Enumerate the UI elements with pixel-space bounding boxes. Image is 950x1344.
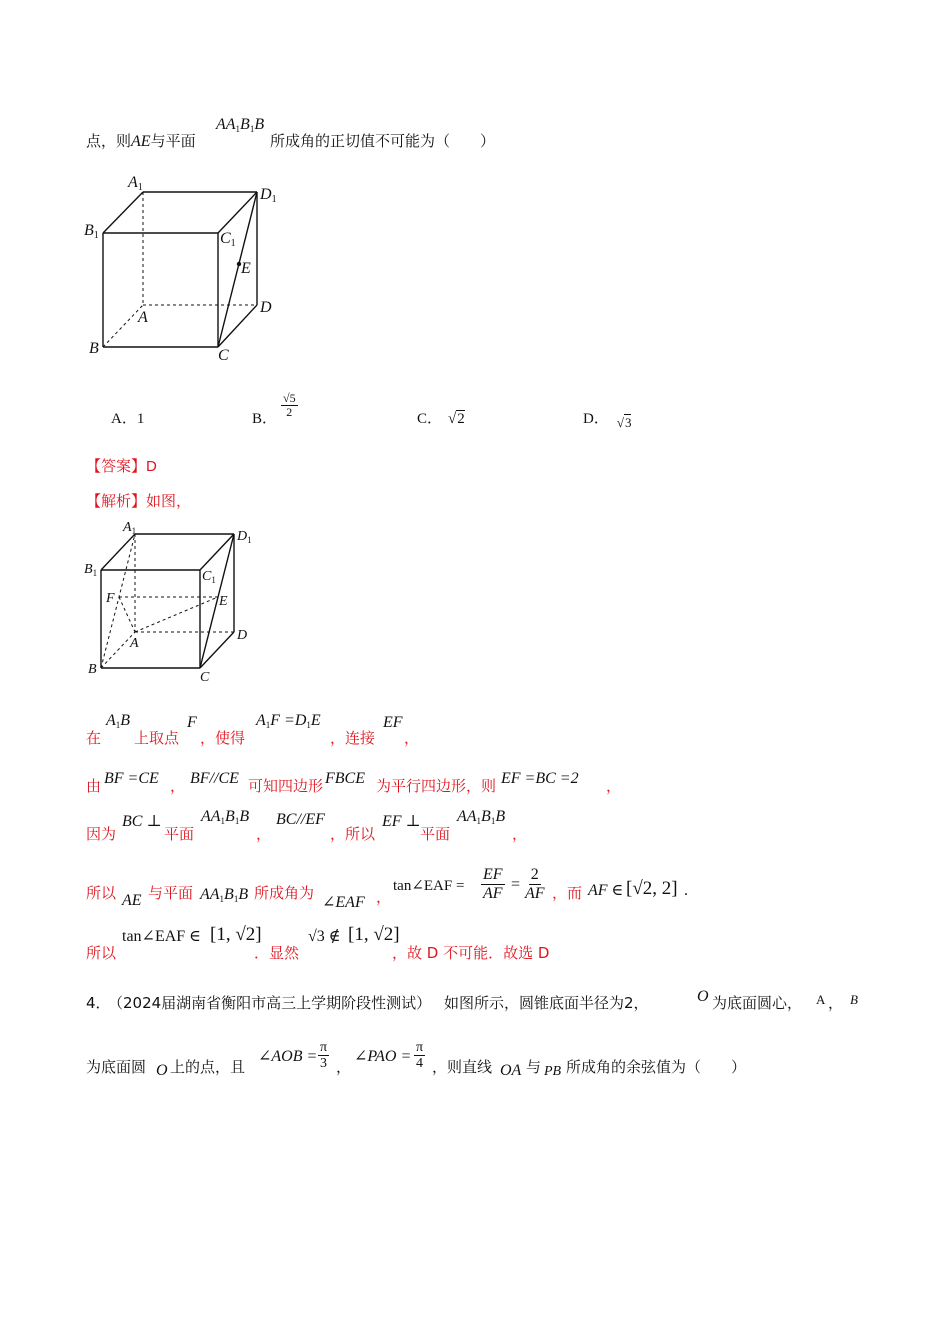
label-a1: A1 [128,174,143,193]
question-source: （2024届湖南省衡阳市高三上学期阶段性测试） [108,994,432,1012]
analysis-line-5: 所以 tan∠EAF ∈ [1, √2] ．显然 √3 ∉ [1, √2] ，故 D 不可能．故选 D [86,924,550,962]
svg-text:B: B [88,662,97,677]
label-c1: C1 [220,230,236,249]
option-d[interactable]: D． √3 [583,411,632,430]
analysis-line-3: 因为 BC ⊥ 平面 $AA_1B_1B$ ， BC//EF ，所以 EF ⊥ 平面 $AA_1B_1B$ ， [86,808,528,843]
option-b-fraction: $\frac{√5}{2}$ [283,391,296,420]
svg-text:B1: $B_1$ [84,562,98,578]
option-a[interactable]: A．1 [111,411,145,427]
label-d1: D1 [260,186,277,205]
svg-text:A: A [130,636,139,651]
label-c: C [218,347,229,364]
analysis-label: 【解析】 [86,492,147,510]
cube-figure-2 [80,515,270,685]
answer-value: D [146,458,157,475]
answer-line [86,455,157,476]
analysis-line-1: 在 $A_1B$ 上取点 F ，使得 $A_1F =D_1E$ ，连接 EF ， [86,712,420,747]
option-b[interactable]: B． [252,411,278,427]
label-e: E [241,260,251,277]
label-b1: B1 [84,222,99,241]
math-ae: AE [131,133,151,150]
label-d: D [260,299,272,316]
analysis-header: 【解析】如图， [86,492,192,510]
question4-line-2: 为底面圆 O 上的点，且 ∠AOB = $\frac{\pi}{3}$ ， ∠PAO = $\frac{\pi}{4}$ ，则直线 OA 与 PB 所成角的余弦值为（ ） [86,1040,747,1079]
svg-text:E: E [219,594,228,609]
svg-text:D1: $D_1$ [237,529,252,545]
svg-text:C: C [200,670,210,685]
label-b: B [89,340,99,357]
label-a: A [138,309,148,326]
analysis-line-2: 由 BF =CE ， BF//CE 可知四边形 FBCE 为平行四边形，则 EF =BC =2 ， [86,770,622,795]
question4-line-1: 4． （2024届湖南省衡阳市高三上学期阶段性测试） 如图所示，圆锥底面半径为2， O 为底面圆心， A ， B [86,988,858,1012]
svg-text:F: F [106,591,115,606]
svg-text:D: D [237,628,248,643]
svg-text:A1: $A_1$ [123,520,137,536]
svg-text:C1: $C_1$ [202,569,216,585]
option-c[interactable]: C． √2 [417,411,465,427]
cube-figure-1 [80,165,300,365]
answer-label: 【答案】 [86,457,147,475]
question-number: 4． [86,994,111,1012]
plane-aa1b1b: $AA_1B_1B$ [216,116,265,134]
analysis-line-4: 所以 AE 与平面 $AA_1B_1B$ 所成角为 ∠EAF ， tan∠EAF = $\frac{EF}{AF}$ = $\frac{2}{AF}$ ，而 AF ∈ [√2, 2] . [86,866,688,911]
question3-stem-suffix: 所成角的正切值不可能为（ ） [270,132,496,150]
question3-stem: 点，则AE与平面 [86,132,196,150]
